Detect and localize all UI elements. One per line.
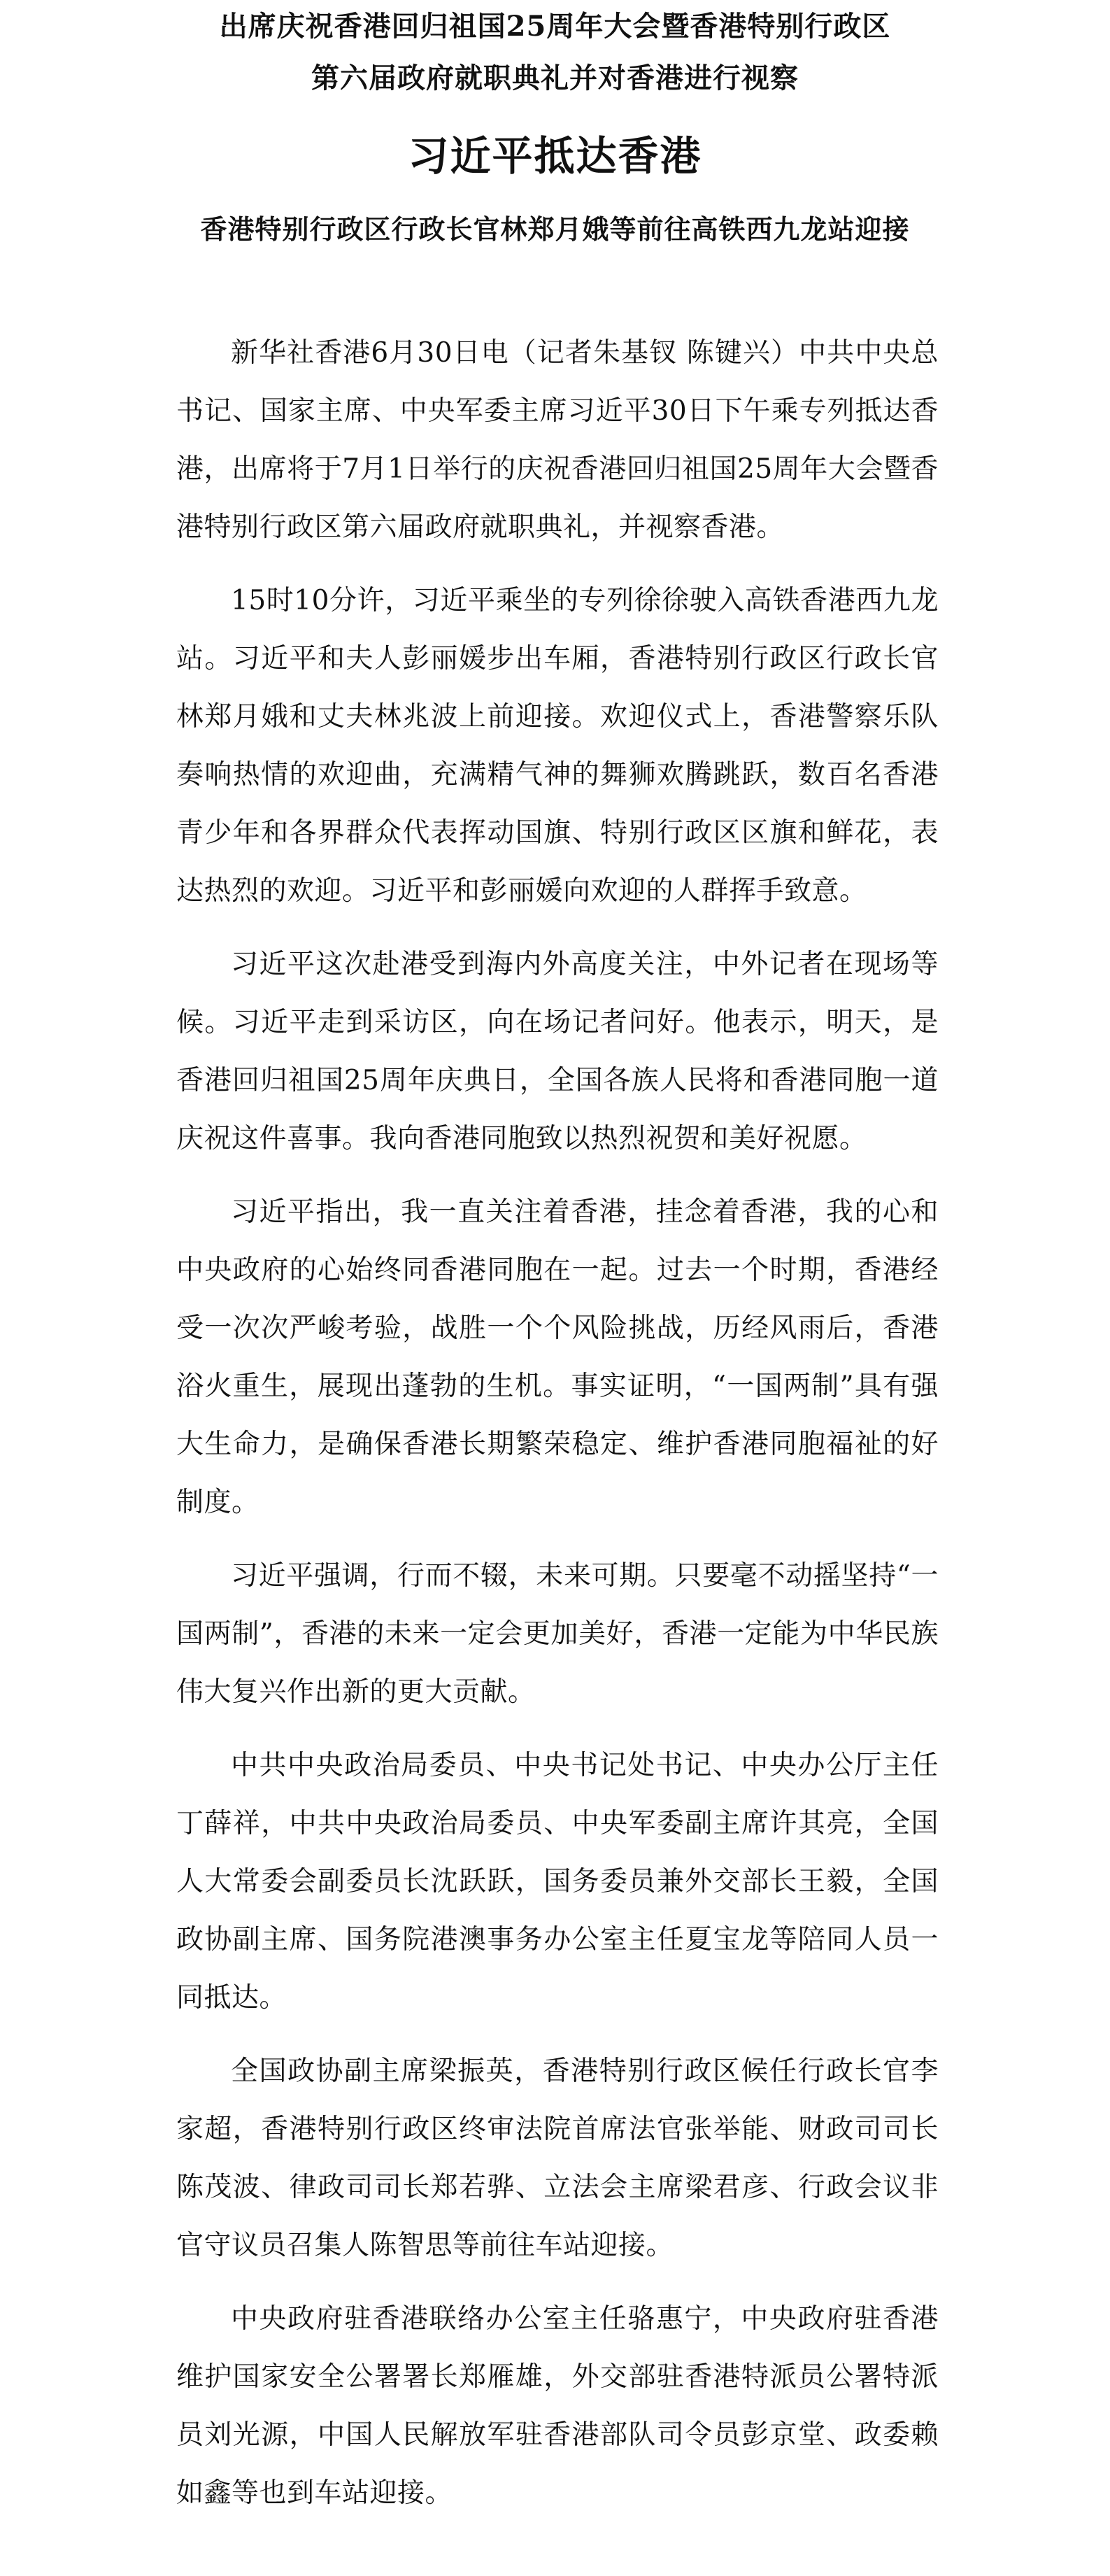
article-body (176, 324, 939, 2538)
body-paragraph: 中共中央政治局委员、中央书记处书记、中央办公厅主任丁薛祥，中共中央政治局委员、中央军委副主席许其亮，全国人大常委会副委员长沈跃跃，国务委员兼外交部长王毅，全国政协副主席、国务院港澳事务办公室主任夏宝龙等陪同人员一同抵达。 (176, 1750, 939, 2014)
body-paragraph: 全国政协副主席梁振英，香港特别行政区候任行政长官李家超，香港特别行政区终审法院首席法官张举能、财政司司长陈茂波、律政司司长郑若骅、立法会主席梁君彦、行政会议非官守议员召集人陈智思等前往车站迎接。 (176, 2055, 939, 2261)
headline-kicker-line-1: 出席庆祝香港回归祖国25周年大会暨香港特别行政区 (219, 10, 891, 43)
headline-kicker-line-2: 第六届政府就职典礼并对香港进行视察 (311, 62, 799, 94)
body-paragraph: 习近平强调，行而不辍，未来可期。只要毫不动摇坚持“一国两制”，香港的未来一定会更加美好，香港一定能为中华民族伟大复兴作出新的更大贡献。 (176, 1560, 939, 1708)
body-paragraph: 新华社香港6月30日电（记者朱基钗 陈键兴）中共中央总书记、国家主席、中央军委主席习近平30日下午乘专列抵达香港，出席将于7月1日举行的庆祝香港回归祖国25周年大会暨香港特别行政区第六届政府就职典礼，并视察香港。 (176, 337, 939, 543)
body-paragraph: 习近平指出，我一直关注着香港，挂念着香港，我的心和中央政府的心始终同香港同胞在一起。过去一个时期，香港经受一次次严峻考验，战胜一个个风险挑战，历经风雨后，香港浴火重生，展现出蓬勃的生机。事实证明，“一国两制”具有强大生命力，是确保香港长期繁荣稳定、维护香港同胞福祉的好制度。 (176, 1196, 939, 1518)
article-subtitle: 香港特别行政区行政长官林郑月娥等前往高铁西九龙站迎接 (200, 213, 910, 245)
body-paragraph: 习近平这次赴港受到海内外高度关注，中外记者在现场等候。习近平走到采访区，向在场记者问好。他表示，明天，是香港回归祖国25周年庆典日，全国各族人民将和香港同胞一道庆祝这件喜事。我向香港同胞致以热烈祝贺和美好祝愿。 (176, 949, 939, 1154)
body-paragraph: 15时10分许，习近平乘坐的专列徐徐驶入高铁香港西九龙站。习近平和夫人彭丽媛步出车厢，香港特别行政区行政长官林郑月娥和丈夫林兆波上前迎接。欢迎仪式上，香港警察乐队奏响热情的欢迎曲，充满精气神的舞狮欢腾跳跃，数百名香港青少年和各界群众代表挥动国旗、特别行政区区旗和鲜花，表达热烈的欢迎。习近平和彭丽媛向欢迎的人群挥手致意。 (176, 585, 939, 907)
body-paragraph: 中央政府驻香港联络办公室主任骆惠宁，中央政府驻香港维护国家安全公署署长郑雁雄，外交部驻香港特派员公署特派员刘光源，中国人民解放军驻香港部队司令员彭京堂、政委赖如鑫等也到车站迎接。 (176, 2303, 939, 2509)
article-title: 习近平抵达香港 (408, 132, 702, 180)
